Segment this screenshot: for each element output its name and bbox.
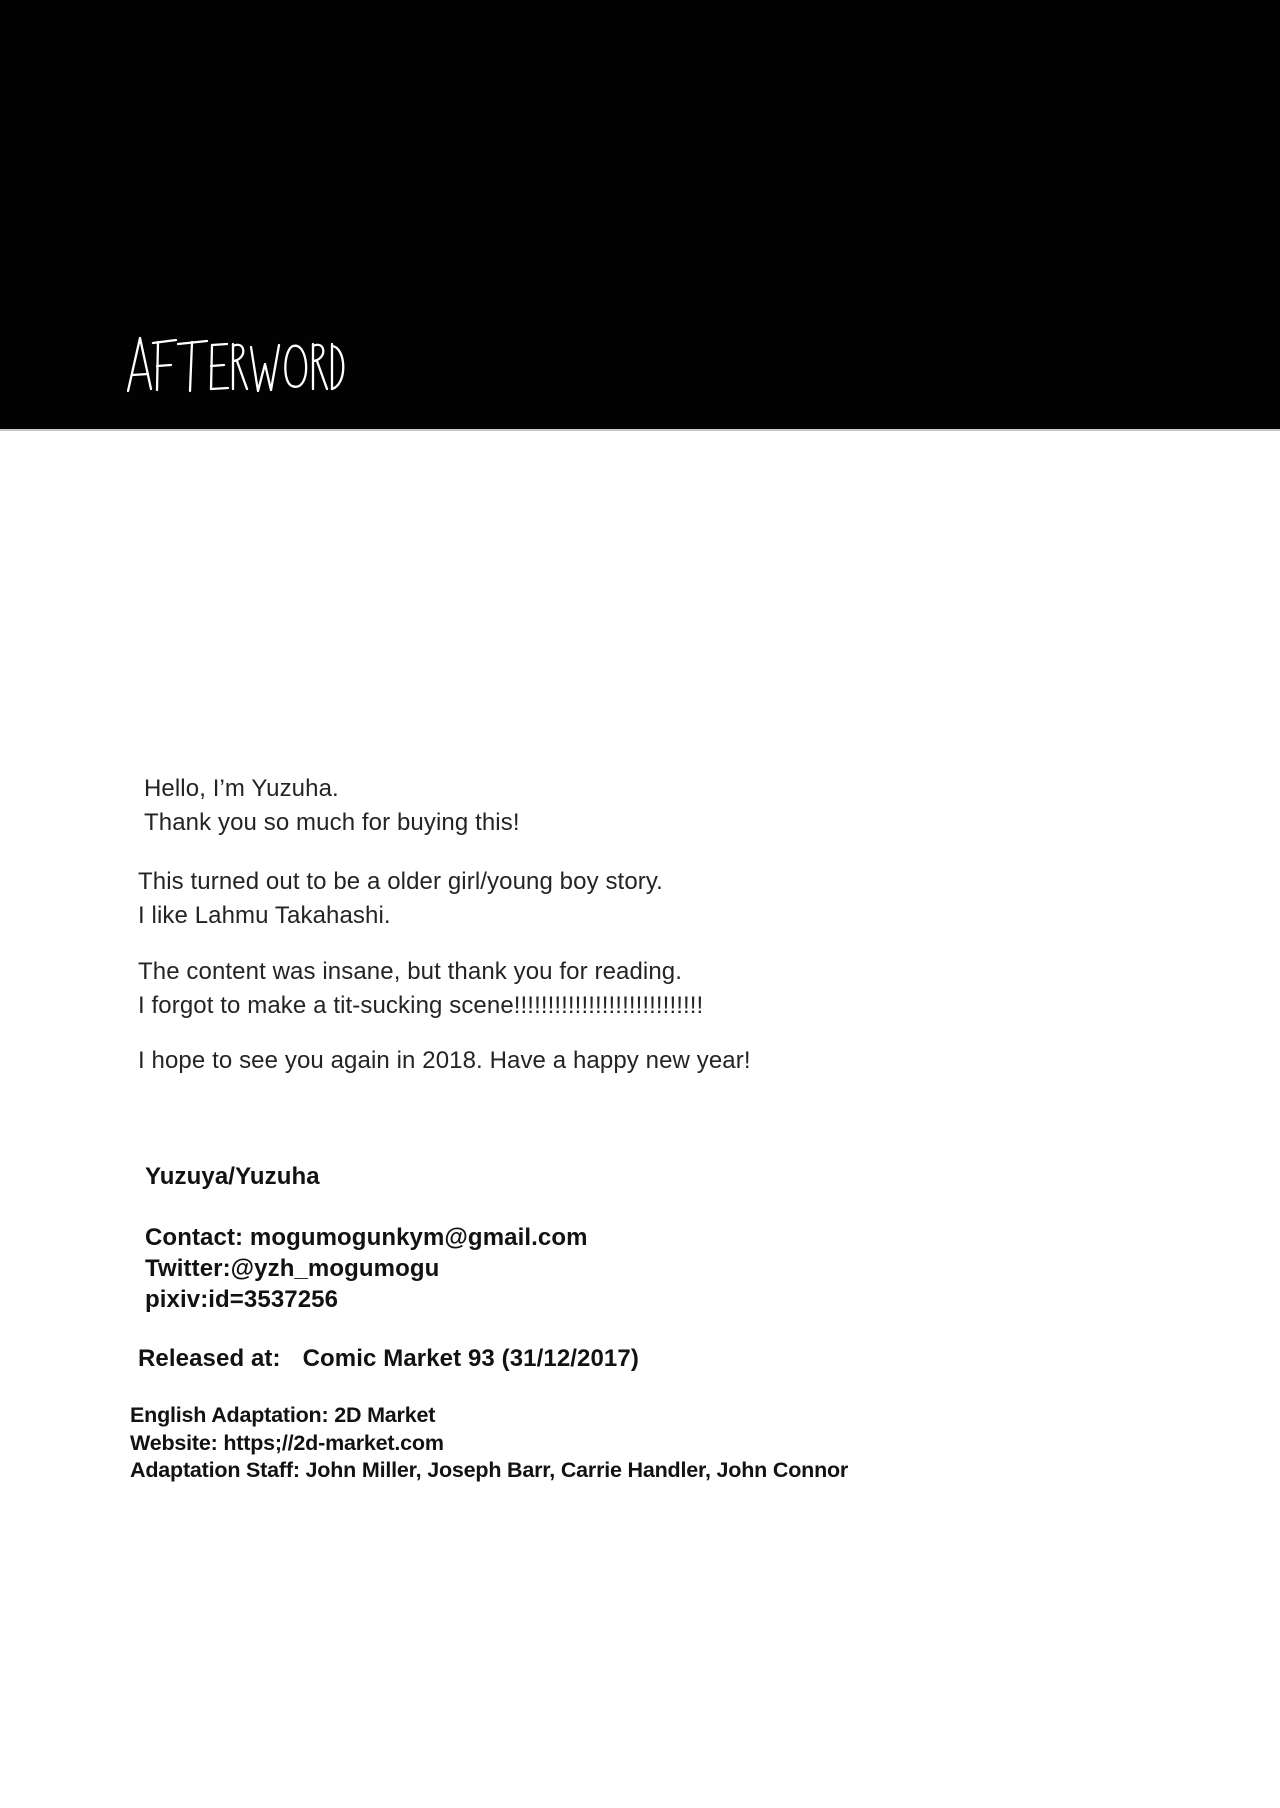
paragraph-story bbox=[138, 865, 663, 933]
contact-pixiv: pixiv:id=3537256 bbox=[145, 1286, 339, 1313]
author-name: Yuzuya/Yuzuha bbox=[145, 1163, 320, 1190]
text-line: I hope to see you again in 2018. Have a happy new year! bbox=[138, 1047, 751, 1074]
paragraph-new-year bbox=[138, 1044, 751, 1078]
adaptation-staff: Adaptation Staff: John Miller, Joseph Barr, Carrie Handler, John Connor bbox=[130, 1458, 849, 1482]
text-line: Thank you so much for buying this! bbox=[144, 809, 520, 836]
adaptation-website: Website: https;//2d-market.com bbox=[130, 1430, 444, 1455]
adaptation-block bbox=[130, 1402, 848, 1485]
contact-email: Contact: mogumogunkym@gmail.com bbox=[145, 1224, 588, 1251]
text-line: The content was insane, but thank you for reading. bbox=[138, 958, 683, 985]
text-line: I forgot to make a tit-sucking scene!!!!!!!!!!!!!!!!!!!!!!!!!!!! bbox=[138, 992, 704, 1019]
paragraph-greeting bbox=[144, 772, 520, 840]
release-line bbox=[138, 1342, 639, 1376]
header-band bbox=[0, 0, 1280, 431]
text-line: This turned out to be a older girl/young boy story. bbox=[138, 868, 663, 895]
afterword-handwritten-title bbox=[127, 336, 349, 394]
paragraph-thanks bbox=[138, 955, 703, 1023]
text-line: I like Lahmu Takahashi. bbox=[138, 902, 391, 929]
release-label: Released at: bbox=[138, 1345, 281, 1372]
release-value: Comic Market 93 (31/12/2017) bbox=[302, 1345, 639, 1372]
contact-twitter: Twitter:@yzh_mogumogu bbox=[145, 1255, 440, 1282]
contact-block bbox=[145, 1222, 588, 1315]
afterword-lettering-svg bbox=[127, 336, 349, 394]
adaptation-publisher: English Adaptation: 2D Market bbox=[130, 1403, 436, 1427]
text-line: Hello, I’m Yuzuha. bbox=[144, 775, 339, 802]
